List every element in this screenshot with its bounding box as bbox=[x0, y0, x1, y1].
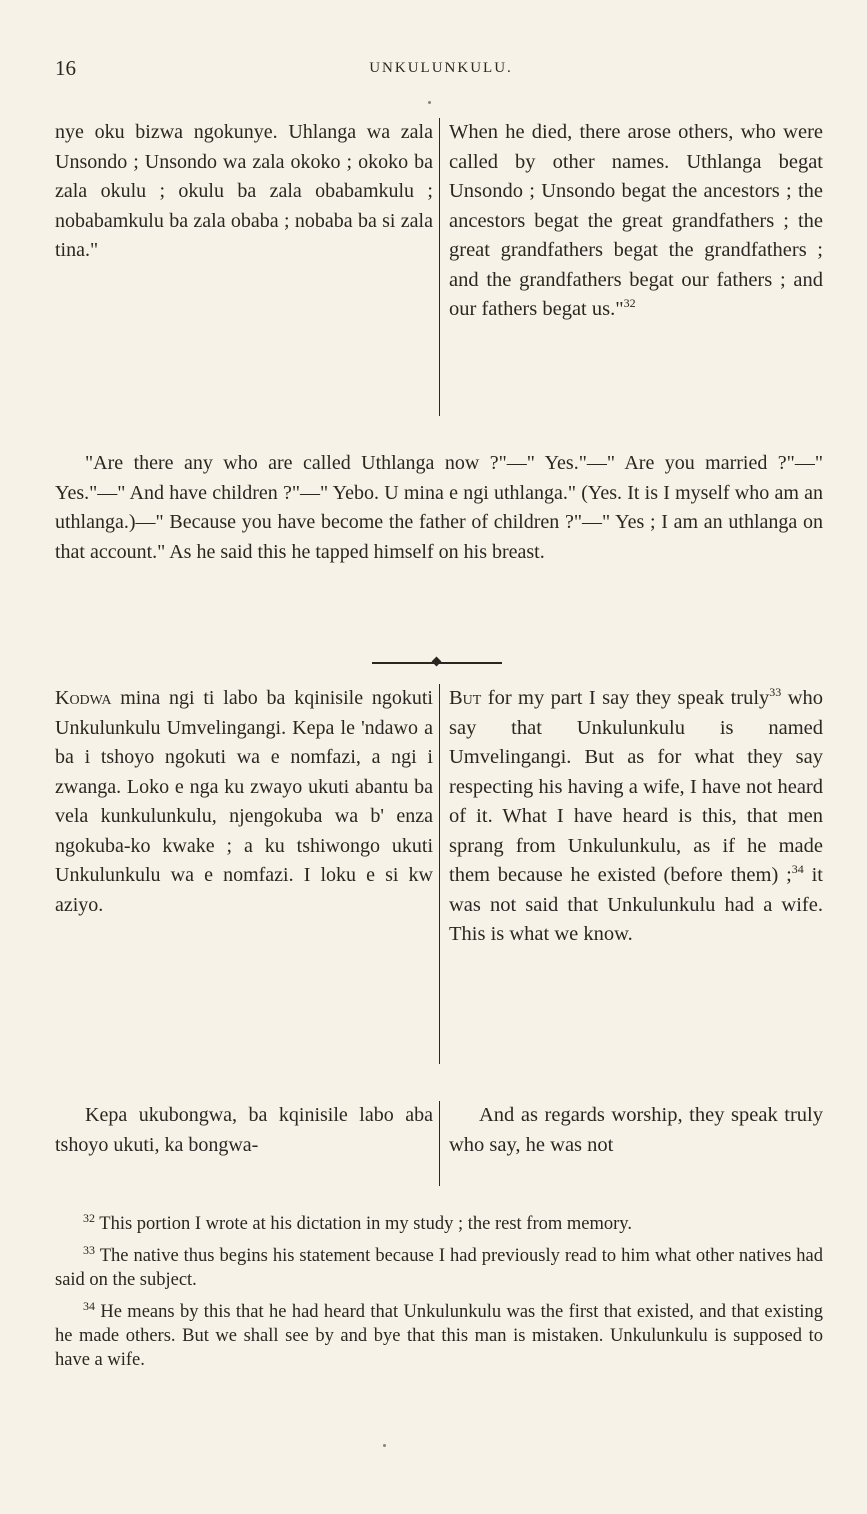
speck-mark bbox=[383, 1444, 386, 1447]
page-number: 16 bbox=[55, 56, 76, 80]
english-column-2 bbox=[440, 684, 823, 1064]
zulu-text-3: Kepa ukubongwa, ba kqinisile labo aba tshoyo ukuti, ka bongwa- bbox=[55, 1104, 433, 1156]
parallel-columns-3 bbox=[55, 1101, 823, 1186]
footnote-text: This portion I wrote at his dictation in my study ; the rest from memory. bbox=[99, 1214, 632, 1234]
dialogue-paragraph: "Are there any who are called Uthlanga now ?"—" Yes."—" Are you married ?"—" Yes."—" And have children ?"—" Yebo. U mina e ngi uthlanga." (Yes. It is I myself who am an uthlanga.)—" Because you have become the father of children ?"—" Yes ; I am an uthlanga on that account." As he said this he tapped himself on his breast. bbox=[55, 452, 823, 563]
footnote-number: 33 bbox=[83, 1242, 95, 1257]
note-ref-33: 33 bbox=[769, 685, 782, 700]
separator-ornament bbox=[432, 657, 442, 667]
english-text-1: When he died, there arose others, who were called by other names. Uthlanga begat Unsondo ; Unsondo begat the ancestors ; the ancestors begat the great grandfathers ; the great grandfathers begat the grandfathers ; and the grandfathers begat our fathers ; and our fathers begat us." bbox=[449, 121, 823, 320]
english-column-3 bbox=[440, 1101, 823, 1186]
zulu-column-2 bbox=[55, 684, 439, 1064]
english-column-1 bbox=[440, 118, 823, 416]
english-text-2c: it was not said that Unkulunkulu had a wife. This is what we know. bbox=[449, 864, 823, 945]
footnote-32 bbox=[55, 1212, 823, 1236]
footnote-text: He means by this that he had heard that Unkulunkulu was the first that existed, and that existing he made others. But we shall see by and bye that this man is mistaken. Unkulunkulu is supposed to have a wife. bbox=[55, 1302, 823, 1370]
footnote-33 bbox=[55, 1244, 823, 1292]
parallel-columns-2 bbox=[55, 684, 823, 1064]
english-text-2b: who say that Unkulunkulu is named Umvelingangi. But as for what they say respecting his having a wife, I have not heard of it. What I have heard is this, that men sprang from Unkulunkulu, as if he made them because he existed (before them) ; bbox=[449, 687, 823, 886]
running-title: UNKULUNKULU. bbox=[369, 60, 513, 76]
footnote-text: The native thus begins his statement because I had previously read to him what other natives had said on the subject. bbox=[55, 1246, 823, 1290]
footnote-number: 32 bbox=[83, 1210, 95, 1225]
footnote-34 bbox=[55, 1300, 823, 1372]
footnotes bbox=[55, 1212, 823, 1380]
english-text-2a: for my part I say they speak truly bbox=[481, 687, 770, 709]
note-ref-32: 32 bbox=[623, 296, 636, 311]
footnote-number: 34 bbox=[83, 1298, 95, 1313]
zulu-text-2: mina ngi ti labo ba kqinisile ngokuti Unkulunkulu Umvelingangi. Kepa le 'ndawo a ba i tshoyo ngokuti wa e nomfazi, a ngi i zwanga. Loko e nga ku zwayo ukuti abantu ba vela kunkulunkulu, njengokuba wa b' enza ngokuba-ko kwake ; a ku tshiwongo ukuti Unkulunkulu wa e nomfazi. I loku e si kw aziyo. bbox=[55, 687, 433, 916]
zulu-text-1: nye oku bizwa ngokunye. Uhlanga wa zala Unsondo ; Unsondo wa zala okoko ; okoko ba zala okulu ; okulu ba zala obabamkulu ; nobabamkulu ba zala obaba ; nobaba ba si zala tina." bbox=[55, 121, 433, 261]
parallel-columns-1 bbox=[55, 118, 823, 416]
page-header bbox=[55, 56, 827, 86]
speck-mark bbox=[428, 101, 431, 104]
english-text-3: And as regards worship, they speak truly who say, he was not bbox=[449, 1104, 823, 1156]
zulu-lead-word: Kodwa bbox=[55, 687, 112, 709]
zulu-column-3 bbox=[55, 1101, 439, 1186]
zulu-column-1 bbox=[55, 118, 439, 416]
english-lead-word: But bbox=[449, 687, 482, 709]
note-ref-34: 34 bbox=[791, 862, 804, 877]
